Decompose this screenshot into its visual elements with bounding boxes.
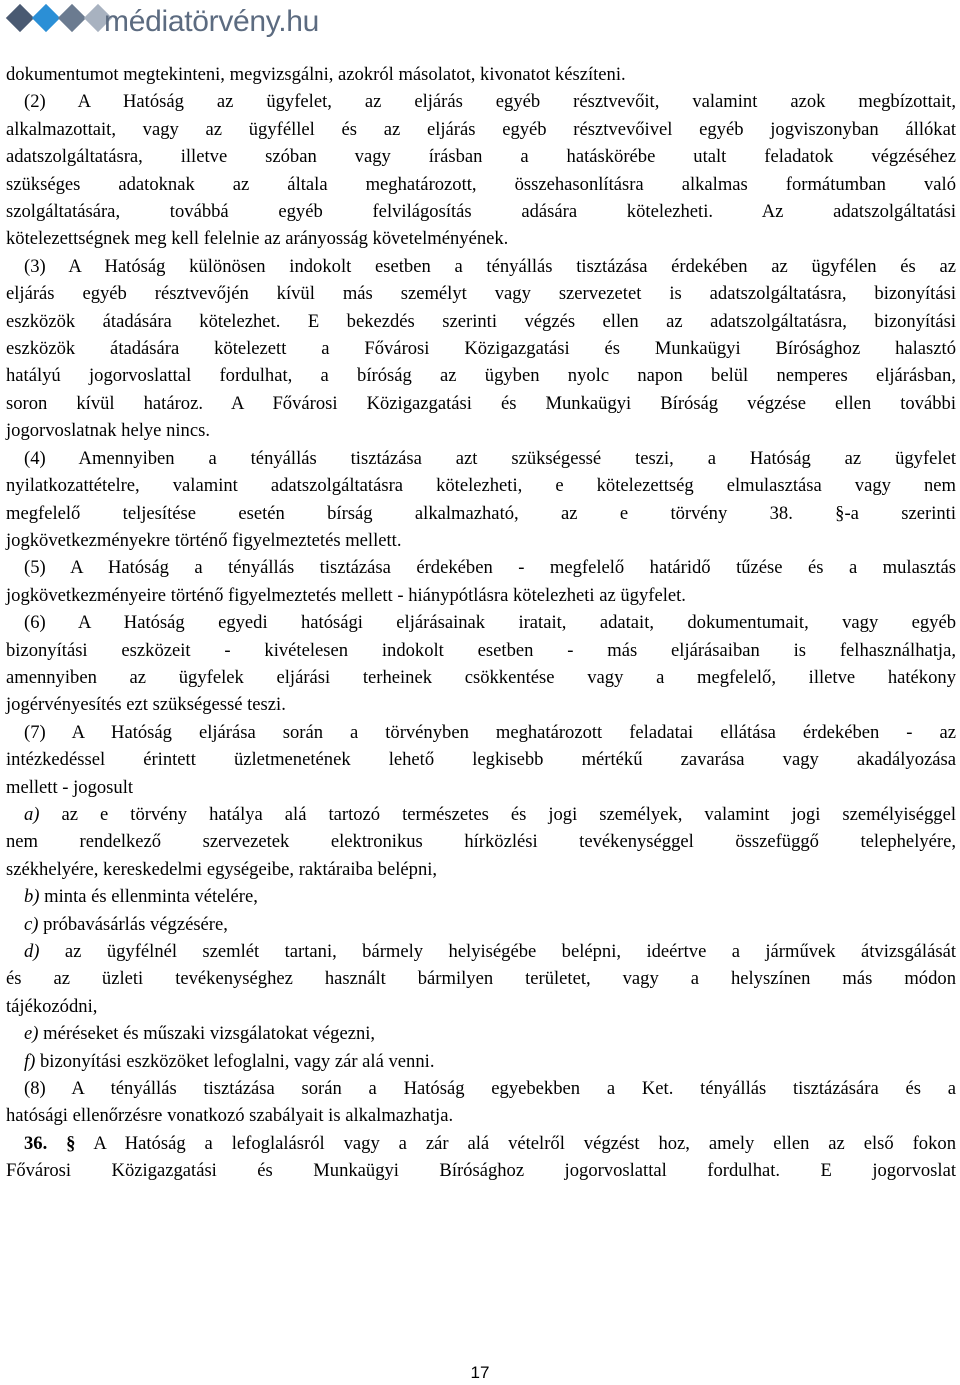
text-line [6,582,956,609]
line-text: minta és ellenminta vételére, [39,886,258,908]
line-text: nyilatkozattételre, valamint adatszolgáltatásra kötelezheti, e kötelezettség elmulasztása vagy nem [6,475,956,497]
text-line [6,938,956,965]
text-line [6,335,956,362]
text-line [6,225,956,252]
section-number: 36. § [24,1132,76,1154]
text-line [6,1075,956,1102]
text-line [6,472,956,499]
line-text: (7) A Hatóság eljárása során a törvényben meghatározott feladatai ellátása érdekében - az [24,721,956,743]
list-marker: e) [24,1023,39,1045]
line-text: jogkövetkezményeire történő figyelmeztetés mellett - hiánypótlásra kötelezheti az ügyfelet. [6,584,686,606]
line-text: (8) A tényállás tisztázása során a Hatóság egyebekben a Ket. tényállás tisztázására és a [24,1078,956,1100]
line-text: az e törvény hatálya alá tartozó természetes és jogi személyek, valamint jogi személyiséggel [39,803,956,825]
text-line [6,500,956,527]
logo-text: médiatörvény.hu [104,5,320,38]
text-line [6,61,956,88]
line-text: kötelezettségnek meg kell felelnie az arányosság követelményének. [6,228,509,250]
text-line [6,965,956,992]
line-text: mellett - jogosult [6,776,134,798]
text-line [6,1020,956,1047]
text-line [6,911,956,938]
line-text: tájékozódni, [6,995,98,1017]
line-text: (3) A Hatóság különösen indokolt esetben a tényállás tisztázása érdekében az ügyfélen és az [24,255,956,277]
text-line [6,116,956,143]
line-text: bizonyítási eszközeit - kivételesen indokolt esetben - más eljárásaiban is felhasználhatja, [6,639,956,661]
line-text: (4) Amennyiben a tényállás tisztázása azt szükségessé teszi, a Hatóság az ügyfelet [24,447,956,469]
line-text: bizonyítási eszközöket lefoglalni, vagy zár alá venni. [35,1050,435,1072]
text-line [6,445,956,472]
text-line [6,253,956,280]
line-text: jogorvoslatnak helye nincs. [6,420,210,442]
text-line [6,554,956,581]
line-text: adatszolgáltatásra, illetve szóban vagy írásban a hatáskörébe utalt feladatok végzéséhez [6,146,956,168]
line-text: intézkedéssel érintett üzletmenetének lehető legkisebb mértékű zavarása vagy akadályozása [6,749,956,771]
line-text: és az üzleti tevékenységhez használt bármilyen területet, vagy a helyszínen más módon [6,968,956,990]
line-text: jogérvényesítés ezt szükségessé teszi. [6,694,286,716]
text-line [6,828,956,855]
line-text: soron kívül határoz. A Fővárosi Közigazgatási és Munkaügyi Bíróság végzése ellen további [6,392,956,414]
text-line [6,362,956,389]
list-marker: b) [24,886,40,908]
text-line [6,637,956,664]
text-line [6,801,956,828]
line-text: székhelyére, kereskedelmi egységeibe, raktáraiba belépni, [6,858,438,880]
text-line [6,1048,956,1075]
page-number: 17 [470,1363,490,1382]
line-text: amennyiben az ügyfelek eljárási terheinek csökkentése vagy a megfelelő, illetve hatékony [6,666,956,688]
list-marker: f) [24,1050,36,1072]
line-text: eszközök átadására kötelezett a Fővárosi Közigazgatási és Munkaügyi Bírósághoz halasztó [6,338,956,360]
text-line [6,1157,956,1184]
line-text: az ügyfélnél szemlét tartani, bármely helyiségébe belépni, ideértve a járművek átvizsgálását [39,941,956,962]
line-text: eszközök átadására kötelezhet. E bekezdés szerinti végzés ellen az adatszolgáltatásra, bizonyítási [6,310,956,332]
line-text: alkalmazottait, vagy az ügyféllel és az eljárás egyéb résztvevőivel egyéb jogviszonyban állókat [6,118,956,140]
text-line [6,527,956,554]
text-line [6,198,956,225]
text-line [6,171,956,198]
text-line [6,609,956,636]
list-marker: d) [24,941,40,962]
line-text: Fővárosi Közigazgatási és Munkaügyi Bírósághoz jogorvoslattal fordulhat. E jogorvoslat [6,1160,956,1182]
text-line [6,1130,956,1157]
text-line [6,143,956,170]
line-text: hatályú jogorvoslattal fordulhat, a bíróság az ügyben nyolc napon belül nemperes eljárásban, [6,365,956,387]
line-text: hatósági ellenőrzésre vonatkozó szabályait is alkalmazhatja. [6,1105,454,1127]
text-line [6,664,956,691]
text-line [6,746,956,773]
line-text: próbavásárlás végzésére, [38,913,228,935]
mediatorveny-logo-icon [4,2,112,42]
text-line [6,883,956,910]
line-text: dokumentumot megtekinteni, megvizsgálni, azokról másolatot, kivonatot készíteni. [6,64,626,85]
line-text: szolgáltatására, továbbá egyéb felvilágosítás adására kötelezheti. Az adatszolgáltatási [6,201,956,223]
text-line [6,774,956,801]
text-line [6,308,956,335]
line-text: szükséges adatoknak az általa meghatározott, összehasonlításra alkalmas formátumban való [6,173,956,195]
list-marker: c) [24,913,39,935]
text-line [6,719,956,746]
text-line [6,88,956,115]
text-line [6,993,956,1020]
text-line [6,417,956,444]
list-marker: a) [24,803,40,825]
line-text: eljárás egyéb résztvevőjén kívül más személyt vagy szervezetet is adatszolgáltatásra, bizonyítási [6,283,956,305]
text-line [6,856,956,883]
line-text: megfelelő teljesítése esetén bírság alkalmazható, az e törvény 38. §-a szerinti [6,502,956,524]
line-text: méréseket és műszaki vizsgálatokat végezni, [38,1023,376,1045]
text-line [6,1102,956,1129]
line-text: A Hatóság a lefoglalásról vagy a zár alá vételről végzést hoz, amely ellen az első fokon [75,1132,956,1154]
text-line [6,390,956,417]
line-text: (5) A Hatóság a tényállás tisztázása érdekében - megfelelő határidő tűzése és a mulasztás [24,557,956,579]
line-text: (2) A Hatóság az ügyfelet, az eljárás egyéb résztvevőit, valamint azok megbízottait, [24,91,956,113]
text-line [6,691,956,718]
line-text: jogkövetkezményekre történő figyelmeztetés mellett. [6,529,402,551]
text-line [6,280,956,307]
line-text: nem rendelkező szervezetek elektronikus hírközlési tevékenységgel összefüggő telephelyére, [6,831,956,853]
line-text: (6) A Hatóság egyedi hatósági eljárásainak iratait, adatait, dokumentumait, vagy egyéb [24,612,956,634]
document-body [6,61,956,1185]
site-header [0,0,320,44]
